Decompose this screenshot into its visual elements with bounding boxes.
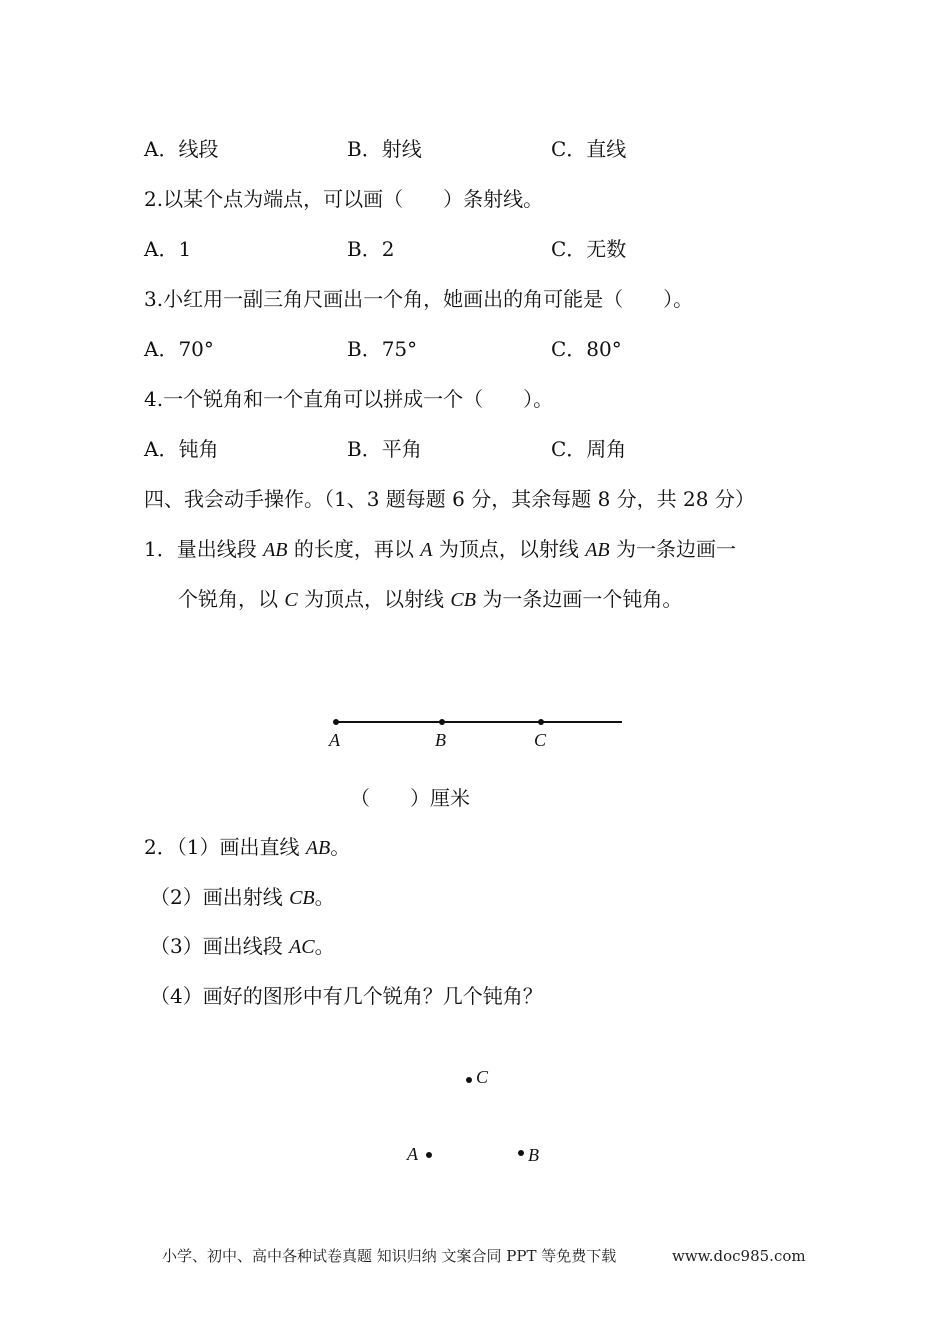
q3-question: 3.小红用一副三角尺画出一个角，她画出的角可能是（ ）。 bbox=[144, 287, 694, 311]
problem1-line1: 1．量出线段 AB 的长度，再以 A 为顶点，以射线 AB 为一条边画一 bbox=[144, 537, 736, 561]
q1-option-a: A．线段 bbox=[144, 137, 219, 161]
q2-option-c: C．无数 bbox=[551, 237, 627, 261]
point-b bbox=[518, 1150, 524, 1156]
q4-option-c: C．周角 bbox=[551, 437, 627, 461]
q2-question: 2.以某个点为端点，可以画（ ）条射线。 bbox=[144, 187, 544, 211]
point-c bbox=[466, 1077, 472, 1083]
section-heading: 四、我会动手操作。（1、3 题每题 6 分，其余每题 8 分，共 28 分） bbox=[144, 487, 755, 511]
figure-ray-abc bbox=[320, 705, 640, 755]
label-c: C bbox=[476, 1067, 489, 1087]
point-a bbox=[426, 1152, 432, 1158]
q4-option-a: A．钝角 bbox=[144, 437, 219, 461]
label-a: A bbox=[407, 1144, 418, 1164]
q1-option-c: C．直线 bbox=[551, 137, 627, 161]
point-b bbox=[439, 719, 445, 725]
answer-blank-cm: （ ）厘米 bbox=[350, 786, 470, 810]
label-a: A bbox=[329, 730, 340, 750]
point-a bbox=[333, 719, 339, 725]
footer-url[interactable]: www.doc985.com bbox=[672, 1247, 806, 1265]
q3-option-b: B．75° bbox=[347, 337, 418, 361]
footer-text: 小学、初中、高中各种试卷真题 知识归纳 文案合同 PPT 等免费下载 bbox=[162, 1247, 617, 1265]
problem1-line2: 个锐角，以 C 为顶点，以射线 CB 为一条边画一个钝角。 bbox=[178, 587, 683, 611]
problem2-line1: 2．（1）画出直线 AB。 bbox=[144, 835, 351, 859]
problem2-line3: （3）画出线段 AC。 bbox=[150, 934, 335, 958]
problem2-line2: （2）画出射线 CB。 bbox=[150, 885, 335, 909]
label-b: B bbox=[435, 730, 446, 750]
q4-question: 4.一个锐角和一个直角可以拼成一个（ ）。 bbox=[144, 387, 554, 411]
figure-points-cab bbox=[400, 1060, 560, 1170]
q2-option-a: A．1 bbox=[144, 237, 192, 261]
q2-option-b: B．2 bbox=[347, 237, 395, 261]
q3-option-a: A．70° bbox=[144, 337, 214, 361]
point-c bbox=[538, 719, 544, 725]
label-c: C bbox=[534, 730, 547, 750]
problem2-line4: （4）画好的图形中有几个锐角？几个钝角？ bbox=[150, 984, 543, 1008]
label-b: B bbox=[528, 1145, 539, 1165]
q1-option-b: B．射线 bbox=[347, 137, 422, 161]
q4-option-b: B．平角 bbox=[347, 437, 422, 461]
q3-option-c: C．80° bbox=[551, 337, 622, 361]
